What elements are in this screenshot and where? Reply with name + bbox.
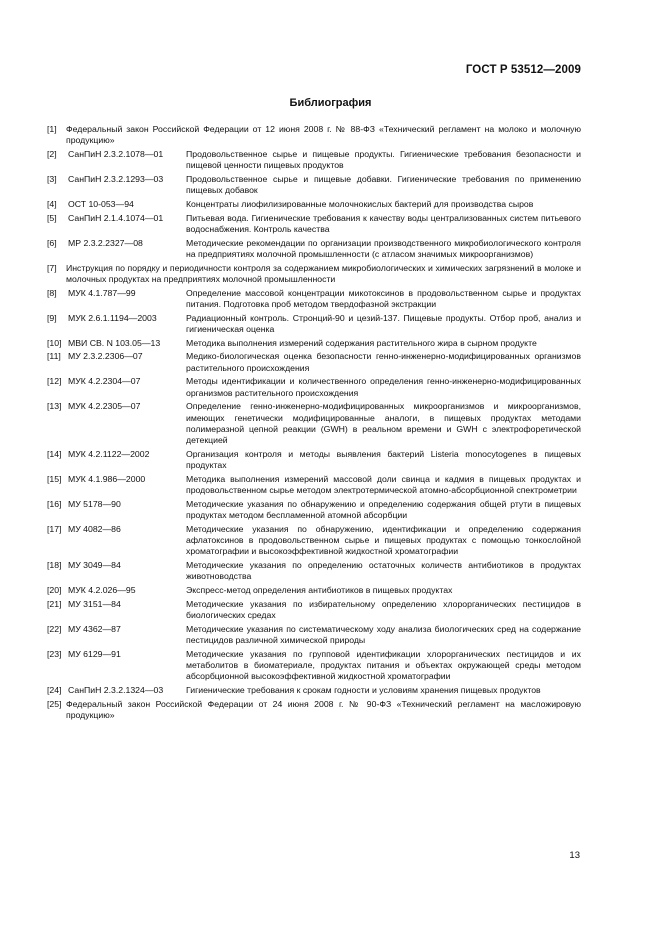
- reference-item: [47, 313, 581, 336]
- reference-text: Методические рекомендации по организации производственного микробиологического контроля на предприятиях молочной промышленности (с атласом значимых микроорганизмов): [186, 237, 581, 259]
- reference-number: [9]: [47, 312, 57, 323]
- reference-text: Радиационный контроль. Стронций-90 и цезий-137. Пищевые продукты. Отбор проб, анализ и гигиеническая оценка: [186, 312, 581, 334]
- reference-number: [23]: [47, 648, 62, 659]
- reference-number: [14]: [47, 448, 62, 459]
- reference-item: [47, 685, 581, 696]
- reference-code: МУК 4.2.026—95: [68, 585, 136, 596]
- reference-code: МУ 4362—87: [68, 623, 121, 634]
- reference-text: Методика выполнения измерений содержания растительного жира в сырном продукте: [186, 337, 537, 348]
- reference-text: Федеральный закон Российской Федерации от 12 июня 2008 г. № 88-ФЗ «Технический регламент на молоко и молочную продукцию»: [66, 124, 581, 146]
- reference-code: СанПиН 2.1.4.1074—01: [68, 212, 164, 223]
- reference-item: [47, 599, 581, 622]
- reference-item: [47, 238, 581, 261]
- reference-item: [47, 524, 581, 558]
- reference-number: [11]: [47, 351, 61, 362]
- reference-text: Методические указания по избирательному определению хлорорганических пестицидов в биологических средах: [186, 598, 581, 620]
- reference-text: Продовольственное сырье и пищевые добавки. Гигиенические требования по применению пищевых добавок: [186, 173, 581, 196]
- reference-item: [47, 585, 581, 596]
- reference-number: [21]: [47, 598, 62, 609]
- reference-number: [1]: [47, 124, 57, 134]
- document-standard-header: ГОСТ Р 53512—2009: [465, 64, 581, 76]
- reference-number: [8]: [47, 287, 57, 298]
- reference-item: [47, 288, 581, 311]
- reference-number: [3]: [47, 173, 57, 184]
- reference-number: [2]: [47, 148, 57, 159]
- reference-number: [13]: [47, 401, 62, 412]
- reference-text: Методические указания по обнаружению, идентификации и определению содержания афлатоксинов в продовольственном сырье и пищевых продуктах с помощью тонкослойной хроматографии и высокоэффективной жидкостной хроматографии: [186, 523, 581, 557]
- reference-text: Медико-биологическая оценка безопасности генно-инженерно-модифицированных организмов растительного происхождения: [186, 351, 581, 373]
- reference-code: МВИ СВ. N 103.05—13: [68, 337, 161, 348]
- reference-item: [47, 699, 581, 722]
- reference-item: [47, 124, 581, 147]
- reference-number: [12]: [47, 376, 62, 387]
- reference-code: ОСТ 10-053—94: [68, 198, 134, 209]
- reference-text: Методические указания по обнаружению и определению содержания общей ртути в пищевых продуктах методом беспламенной атомной абсорбции: [186, 498, 581, 521]
- reference-text: Экспресс-метод определения антибиотиков в пищевых продуктах: [186, 585, 453, 596]
- reference-number: [15]: [47, 473, 62, 484]
- reference-code: МУК 4.2.2304—07: [68, 376, 141, 387]
- reference-item: [47, 649, 581, 683]
- reference-text: Инструкция по порядку и периодичности контроля за содержанием микробиологических и химических загрязнений в молоке и молочных продуктах на предприятиях молочной промышленности: [66, 262, 581, 284]
- reference-item: [47, 376, 581, 399]
- reference-number: [5]: [47, 212, 57, 223]
- reference-number: [20]: [47, 585, 62, 596]
- reference-item: [47, 474, 581, 497]
- reference-code: МУ 4082—86: [68, 523, 121, 534]
- reference-number: [17]: [47, 523, 62, 534]
- reference-text: Федеральный закон Российской Федерации от 24 июня 2008 г. № 90-ФЗ «Технический регламент на масложировую продукцию»: [66, 698, 581, 720]
- reference-text: Организация контроля и методы выявления бактерий Listeria monocytogenes в пищевых продуктах: [186, 448, 581, 471]
- reference-code: МУК 4.1.787—99: [68, 287, 136, 298]
- reference-code: МУК 4.2.2305—07: [68, 401, 141, 412]
- reference-code: МУ 5178—90: [68, 498, 121, 509]
- reference-code: СанПиН 2.3.2.1324—03: [68, 684, 164, 695]
- reference-code: МУК 4.2.1122—2002: [68, 448, 150, 459]
- reference-item: [47, 449, 581, 472]
- reference-item: [47, 401, 581, 446]
- reference-number: [22]: [47, 623, 62, 634]
- reference-number: [25]: [47, 698, 62, 709]
- reference-text: Методы идентификации и количественного определения генно-инженерно-модифицированных организмов растительного происхождения: [186, 376, 581, 398]
- reference-code: МУК 4.1.986—2000: [68, 473, 146, 484]
- reference-code: МУК 2.6.1.1194—2003: [68, 312, 157, 323]
- reference-text: Определение генно-инженерно-модифицированных микроорганизмов и микроорганизмов, имеющих генетически модифицированные аналоги, в пищевых продуктах методами полимеразной цепной реакции (GWH) в реальном времени и GWH с электрофоретической детекцией: [186, 401, 581, 446]
- reference-item: [47, 499, 581, 522]
- reference-number: [4]: [47, 198, 57, 209]
- reference-item: [47, 624, 581, 647]
- reference-item: [47, 199, 581, 210]
- reference-text: Методические указания по групповой идентификации хлорорганических пестицидов и их метаболитов в биоматериале, продуктах питания и объектах окружающей среды методом абсорбционной высокоэффективной жидкостной хроматографии: [186, 648, 581, 682]
- reference-code: МУ 3049—84: [68, 560, 121, 571]
- reference-text: Методические указания по систематическому ходу анализа биологических сред на содержание пестицидов различной химической природы: [186, 623, 581, 645]
- reference-code: СанПиН 2.3.2.1293—03: [68, 173, 164, 184]
- reference-number: [6]: [47, 237, 57, 248]
- reference-text: Гигиенические требования к срокам годности и условиям хранения пищевых продуктов: [186, 684, 541, 695]
- reference-text: Методические указания по определению остаточных количеств антибиотиков в продуктах животноводства: [186, 560, 581, 582]
- reference-number: [24]: [47, 684, 62, 695]
- reference-item: [47, 351, 581, 374]
- reference-item: [47, 149, 581, 172]
- reference-item: [47, 174, 581, 197]
- reference-number: [7]: [47, 262, 57, 273]
- page-number: 13: [569, 850, 580, 861]
- reference-item: [47, 560, 581, 583]
- reference-code: СанПиН 2.3.2.1078—01: [68, 148, 164, 159]
- reference-code: МУ 2.3.2.2306—07: [68, 351, 143, 362]
- reference-number: [18]: [47, 560, 62, 571]
- reference-item: [47, 263, 581, 286]
- reference-item: [47, 338, 581, 349]
- reference-item: [47, 213, 581, 236]
- reference-text: Продовольственное сырье и пищевые продукты. Гигиенические требования безопасности и пищевой ценности пищевых продуктов: [186, 148, 581, 171]
- reference-text: Определение массовой концентрации микотоксинов в продовольственном сырье и продуктах питания. Подготовка проб методом твердофазной экстракции: [186, 287, 581, 309]
- reference-text: Концентраты лиофилизированные молочнокислых бактерий для производства сыров: [186, 198, 534, 209]
- bibliography-title: Библиография: [289, 97, 372, 109]
- reference-code: МУ 6129—91: [68, 648, 121, 659]
- reference-text: Методика выполнения измерений массовой доли свинца и кадмия в пищевых продуктах и продовольственном сырье методом электротермической атомно-абсорбционной спектрометрии: [186, 473, 581, 496]
- reference-code: МУ 3151—84: [68, 598, 121, 609]
- reference-text: Питьевая вода. Гигиенические требования к качеству воды централизованных систем питьевого водоснабжения. Контроль качества: [186, 212, 581, 234]
- reference-list: [47, 124, 581, 724]
- reference-code: МР 2.3.2.2327—08: [68, 237, 143, 248]
- reference-number: [16]: [47, 498, 62, 509]
- reference-number: [10]: [47, 337, 62, 348]
